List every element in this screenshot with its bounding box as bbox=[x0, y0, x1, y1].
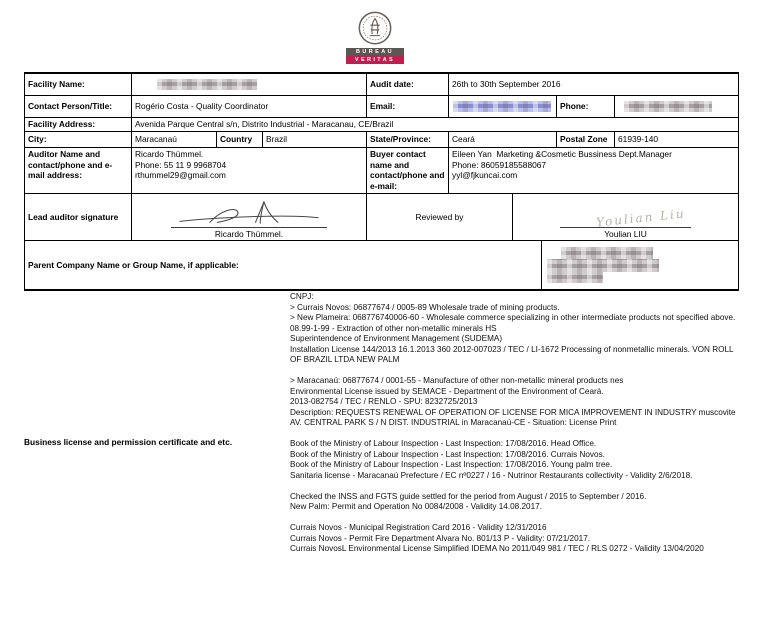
parent-company-value bbox=[541, 241, 738, 289]
state-label: State/Province: bbox=[366, 132, 448, 147]
postal-zone-value: 61939-140 bbox=[614, 132, 738, 147]
buyer-contact-value: Eileen Yan Marketing &Cosmetic Bussiness Dept.Manager Phone: 86059185588067 yyl@fjkuncai.com bbox=[448, 148, 738, 193]
parent-company-label: Parent Company Name or Group Name, if applicable: bbox=[28, 259, 239, 270]
country-label: Country bbox=[216, 132, 262, 147]
postal-zone-label: Postal Zone bbox=[556, 132, 614, 147]
row-facility-name bbox=[25, 74, 738, 95]
facility-name-redacted bbox=[157, 79, 257, 90]
phone-redacted bbox=[624, 101, 712, 112]
lead-auditor-signature-cell bbox=[131, 194, 366, 240]
email-redacted bbox=[453, 101, 551, 112]
facility-name-value bbox=[131, 74, 366, 95]
reviewer-signature-handwriting: Youlian Liu bbox=[595, 205, 686, 230]
city-value: Maracanaú bbox=[131, 132, 216, 147]
business-license-text: CNPJ: > Currais Novos: 06877674 / 0005-89 Wholesale trade of mining products. > New Plameira: 068776740006-60 - Wholesale commerce specializing in other intermediate products not specified above. 08.99-1-99 - Extraction of other non-metallic minerals HS Superintendence of Environment Management (SUDEMA) Installation License 144/2013 16.1.2013 360 2012-007023 / TEC / LI-1672 Processing of nonmetallic minerals. VON ROLL OF BRAZIL LTDA NEW PALM > Maracanaú: 06877674 / 0001-55 - Manufacture of other non-metallic mineral products nes Environmental License issued by SEMACE - Department of the Environment of Ceará. 2013-082754 / TEC / RENLO - SPU: 8232725/2013 Description: REQUESTS RENEWAL OF OPERATION OF LICENSE FOR MICA IMPROVEMENT IN INDUSTRY muscovite AV. CENTRAL PARK S / N DIST. INDUSTRIAL in Maracanaú-CE - Situation: License Print Book of the Ministry of Labour Inspection - Last Inspection: 17/08/2016. Head Office. Book of the Ministry of Labour Inspection - Last Inspection: 17/08/2016. Currais Novos. Book of the Ministry of Labour Inspection - Last Inspection: 17/08/2016. Young palm tree. Sanitaria license - Maracanaú Prefecture / EC nº0227 / 16 - Nutrinor Restaurants collectivity - Validity 2/6/2018. Checked the INSS and FGTS guide settled for the period from August / 2015 to September / 2016. New Palm: Permit and Operation No 0084/2008 - Validity 14.08.2017. Currais Novos - Municipal Registration Card 2016 - Validity 12/31/2016 Currais Novos - Permit Fire Department Alvara No. 801/13 P - Validity: 07/21/2017. Currais NovosL Environmental License Simplified IDEMA No 2011/049 981 / TEC / RLS 0272 - Validity 13/04/2020 bbox=[290, 292, 736, 553]
row-facility-address bbox=[25, 117, 738, 131]
email-label: Email: bbox=[366, 96, 448, 117]
reviewer-name: Youlian LIU bbox=[560, 227, 691, 239]
buyer-contact-label: Buyer contact name and contact/phone and e-mail: bbox=[366, 148, 448, 193]
row-signatures bbox=[25, 193, 738, 240]
row-contact-person bbox=[25, 95, 738, 117]
facility-address-value: Avenida Parque Central s/n, Distrito Industrial - Maracanau, CE/Brazil bbox=[131, 118, 738, 131]
audit-form-table bbox=[24, 72, 739, 291]
logo-emblem-icon bbox=[356, 10, 394, 48]
bureau-veritas-logo bbox=[341, 10, 409, 64]
row-city bbox=[25, 131, 738, 147]
contact-person-value: Rogério Costa - Quality Coordinator bbox=[131, 96, 366, 117]
state-value: Ceará bbox=[448, 132, 556, 147]
reviewer-signature-cell bbox=[512, 194, 738, 240]
auditor-contact-value: Ricardo Thümmel. Phone: 55 11 9 9968704 rthummel29@gmail.com bbox=[131, 148, 366, 193]
facility-address-label: Facility Address: bbox=[28, 119, 96, 130]
country-value: Brazil bbox=[262, 132, 366, 147]
phone-value bbox=[614, 96, 738, 117]
audit-date-label: Audit date: bbox=[366, 74, 448, 95]
row-auditor-buyer bbox=[25, 147, 738, 193]
reviewed-by-label: Reviewed by bbox=[366, 194, 512, 240]
lead-auditor-signature-label: Lead auditor signature bbox=[28, 211, 119, 222]
parent-company-redacted bbox=[547, 259, 659, 272]
logo-bureau-bar: BUREAU bbox=[346, 48, 404, 56]
auditor-contact-label: Auditor Name and contact/phone and e-mail address: bbox=[28, 149, 113, 180]
lead-auditor-signature-icon bbox=[174, 199, 324, 227]
business-license-label: Business license and permission certificate and etc. bbox=[24, 437, 233, 447]
parent-company-redacted bbox=[547, 272, 603, 283]
phone-label: Phone: bbox=[556, 96, 614, 117]
lead-auditor-name: Ricardo Thümmel. bbox=[171, 227, 327, 239]
audit-date-value: 26th to 30th September 2016 bbox=[448, 74, 738, 95]
parent-company-redacted bbox=[561, 247, 653, 259]
row-parent-company bbox=[25, 240, 738, 289]
facility-name-label: Facility Name: bbox=[28, 79, 85, 90]
email-value bbox=[448, 96, 556, 117]
contact-person-label: Contact Person/Title: bbox=[28, 101, 113, 112]
city-label: City: bbox=[28, 134, 47, 145]
logo-veritas-bar: VERITAS bbox=[346, 56, 404, 64]
